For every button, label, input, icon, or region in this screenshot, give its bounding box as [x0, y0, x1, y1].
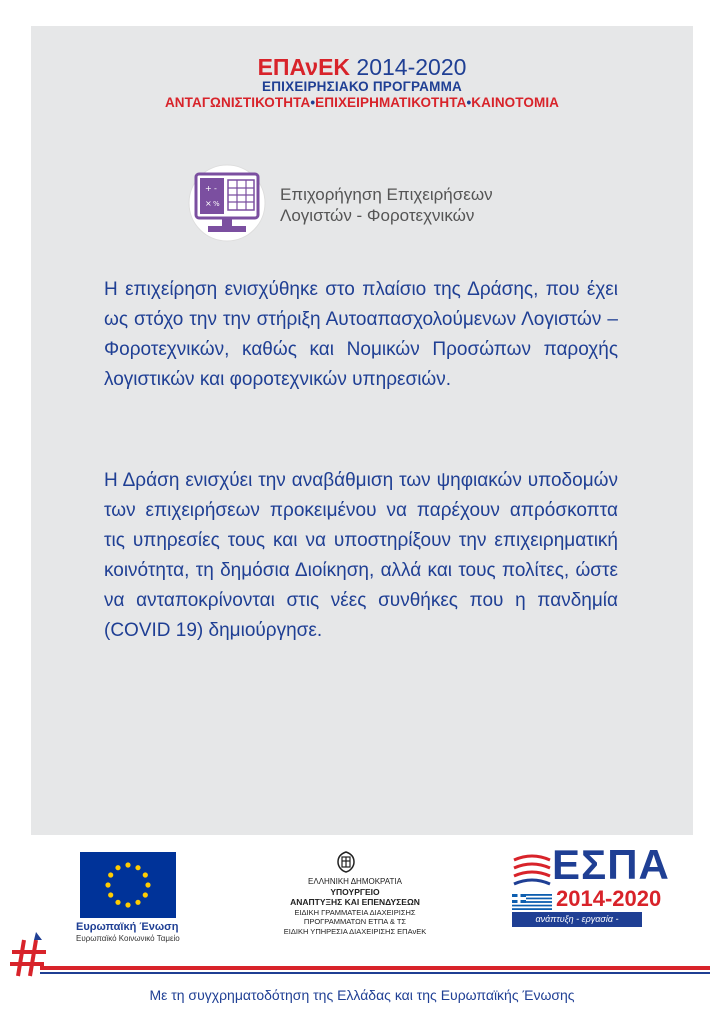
gov-line-1: ΕΛΛΗΝΙΚΗ ΔΗΜΟΚΡΑΤΙΑ [308, 877, 402, 886]
program-title-line1: Επιχορήγηση Επιχειρήσεων [280, 185, 493, 204]
gov-line-5: ΠΡΟΓΡΑΜΜΑΤΩΝ ΕΤΠΑ & ΤΣ [303, 917, 407, 926]
program-subtitle: ΕΠΙΧΕΙΡΗΣΙΑΚΟ ΠΡΟΓΡΑΜΜΑ [262, 79, 462, 94]
gov-line-3: ΑΝΑΠΤΥΞΗΣ ΚΑΙ ΕΠΕΝΔΥΣΕΩΝ [290, 897, 420, 907]
gov-line-4: ΕΙΔΙΚΗ ΓΡΑΜΜΑΤΕΙΑ ΔΙΑΧΕΙΡΙΣΗΣ [294, 908, 416, 917]
svg-text:×: × [205, 199, 212, 208]
body-paragraph-1: Η επιχείρηση ενισχύθηκε στο πλαίσιο της Δράσης, που έχει ως στόχο την την στήριξη Αυτοαπασχολούμενων Λογιστών – Φοροτεχνικών, καθώς και Νομικών Προσώπων παροχής λογιστικών και φοροτεχνικών υπηρεσιών. [104, 279, 618, 390]
svg-text:%: % [213, 200, 220, 208]
program-title-line2: Λογιστών - Φοροτεχνικών [280, 206, 475, 225]
footer-divider-blue [40, 972, 710, 974]
cofunding-footer: Με τη συγχρηματοδότηση της Ελλάδας και της Ευρωπαϊκής Ένωσης [149, 987, 575, 1003]
program-brand [0, 56, 724, 79]
calculator-spreadsheet-monitor-icon [188, 164, 266, 242]
eu-flag-icon [80, 852, 176, 918]
tag-entrepreneurship: ΕΠΙΧΕΙΡΗΜΑΤΙΚΟΤΗΤΑ [315, 95, 467, 110]
espa-wave-icon [512, 852, 552, 888]
eu-sublabel: Ευρωπαϊκό Κοινωνικό Ταμείο [76, 934, 180, 943]
gov-line-2: ΥΠΟΥΡΓΕΙΟ [330, 887, 380, 897]
tag-innovation: ΚΑΙΝΟΤΟΜΙΑ [471, 95, 560, 110]
tag-separator: • [466, 95, 472, 110]
espa-name: ΕΣΠΑ [552, 841, 670, 888]
body-paragraph-2: Η Δράση ενισχύει την αναβάθμιση των ψηφιακών υποδομών των επιχειρήσεων προκειμένου να παρέχουν απρόσκοπτα τις υπηρεσίες τους και να υποστηρίξουν την επιχειρηματική κοινότητα, τη δημόσια Διοίκηση, αλλά και τους πολίτες, ώστε να ανταποκρίνονται στις νέες συνθήκες που η πανδημία (COVID 19) δημιούργησε. [104, 470, 618, 641]
program-title [280, 184, 493, 226]
greek-coat-of-arms-icon [334, 850, 358, 874]
brand-years: 2014-2020 [356, 54, 467, 80]
tag-separator: • [310, 95, 316, 110]
espa-tagline: ανάπτυξη - εργασία - αλληλεγγύη [512, 912, 642, 927]
gov-line-6: ΕΙΔΙΚΗ ΥΠΗΡΕΣΙΑ ΔΙΑΧΕΙΡΙΣΗΣ ΕΠΑνΕΚ [283, 927, 427, 936]
espa-years: 2014-2020 [556, 886, 662, 911]
greece-flag-icon [512, 894, 552, 910]
content-panel [31, 26, 693, 835]
svg-text:-: - [214, 184, 217, 193]
footer-divider-red [40, 966, 710, 970]
eu-label: Ευρωπαϊκή Ένωση [76, 921, 179, 933]
brand-name: ΕΠΑνΕΚ [257, 54, 351, 80]
program-tags [0, 96, 724, 110]
svg-text:+: + [205, 184, 212, 193]
tag-competitiveness: ΑΝΤΑΓΩΝΙΣΤΙΚΟΤΗΤΑ [164, 95, 311, 110]
